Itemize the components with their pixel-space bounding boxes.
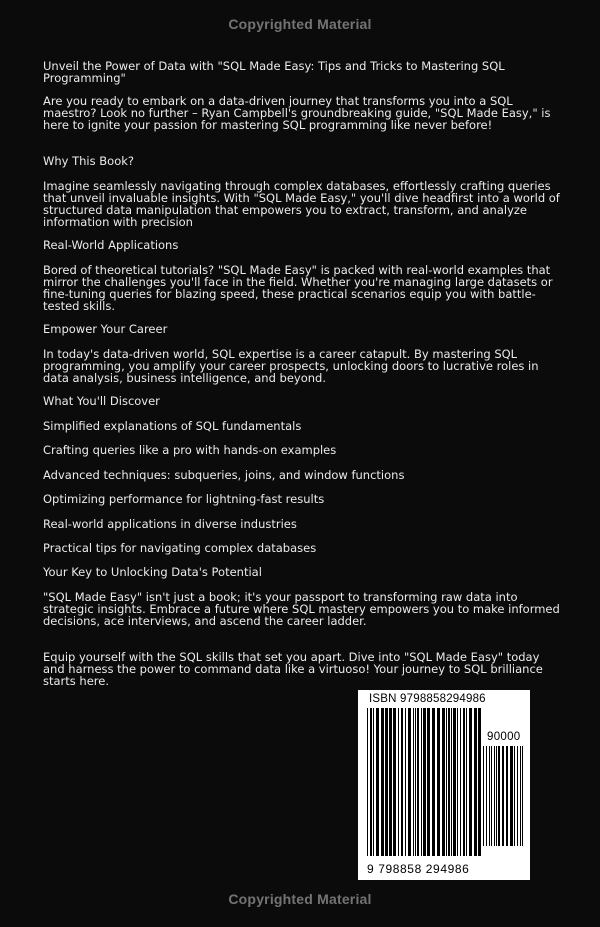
discover-item: Simplified explanations of SQL fundamentals <box>43 419 302 433</box>
barcode-bar <box>496 746 497 846</box>
barcode-bar <box>491 746 492 846</box>
barcode-bar <box>423 708 426 856</box>
barcode-bar <box>448 708 450 856</box>
discover-item: Practical tips for navigating complex databases <box>43 540 317 555</box>
section-text-why: Imagine seamlessly navigating through complex databases, effortlessly crafting queries that unveil invaluable insights. With "SQL Made Easy," you'll dive headfirst into a world of structured data manipulation that empowers you to extract, transform, and analyze information with precision <box>43 179 560 229</box>
discover-item: Optimizing performance for lightning-fast results <box>43 492 325 507</box>
discover-item: Advanced techniques: subqueries, joins, and window functions <box>43 467 405 482</box>
discover-item: Crafting queries like a pro with hands-on examples <box>43 443 337 458</box>
section-heading-career: Empower Your Career <box>43 322 168 336</box>
barcode-bar <box>389 708 392 856</box>
barcode-bar <box>427 708 430 856</box>
barcode-bar <box>370 708 372 856</box>
barcode-bar <box>489 746 490 846</box>
barcode-bar <box>381 708 384 856</box>
back-cover-text <box>43 60 563 698</box>
barcode-bar <box>437 708 440 856</box>
barcode-bar <box>506 746 508 846</box>
barcode-bar <box>442 708 445 856</box>
watermark-top: Copyrighted Material <box>228 16 372 32</box>
barcode-bar <box>478 708 481 856</box>
barcode-bar <box>502 746 504 846</box>
section-heading-real-world: Real-World Applications <box>43 238 179 252</box>
intro-paragraph: Are you ready to embark on a data-driven journey that transforms you into a SQL maestro? Look no further – Ryan Campbell's groundbreaking guide, "SQL Made Easy," is here to ignite your passion for mastering SQL programming like never before! <box>43 94 551 132</box>
key-heading: Your Key to Unlocking Data's Potential <box>43 565 262 580</box>
barcode-bar <box>408 708 411 856</box>
barcode-bar <box>415 708 416 856</box>
key-text: "SQL Made Easy" isn't just a book; it's your passport to transforming raw data into strategic insights. Embrace a future where SQL mastery empowers you to make informed decisions, ace interviews, and ascend the career ladder. <box>43 590 560 629</box>
section-text-career: In today's data-driven world, SQL expertise is a career catapult. By mastering SQL programming, you amplify your career prospects, unlocking doors to lucrative roles in data analysis, business intelligence, and beyond. <box>43 347 539 385</box>
barcode-bar <box>432 708 435 856</box>
isbn-barcode <box>358 690 530 880</box>
section-text-real-world: Bored of theoretical tutorials? "SQL Made Easy" is packed with real-world examples that mirror the challenges you'll face in the field. Whether you're managing large datasets or fine-tuning queries for blazing speed, these practical scenarios equip you with battle-tested skills. <box>43 263 553 313</box>
barcode-bar <box>451 708 452 856</box>
barcode-bar <box>446 708 447 856</box>
barcode-bar <box>367 708 368 856</box>
barcode-bar <box>494 746 495 846</box>
barcode-bar <box>453 708 456 856</box>
barcode-bar <box>486 746 487 846</box>
watermark-bottom: Copyrighted Material <box>228 891 372 907</box>
barcode-digits: 9 798858 294986 <box>367 862 470 876</box>
discover-item: Real-world applications in diverse industries <box>43 516 297 531</box>
barcode-bar <box>393 708 396 856</box>
barcode-bar <box>466 708 467 856</box>
discover-heading: What You'll Discover <box>43 394 160 408</box>
barcode-bar <box>514 746 515 846</box>
isbn-label: ISBN 9798858294986 <box>369 693 486 705</box>
barcode-bar <box>510 746 513 846</box>
barcode-bar <box>483 746 484 846</box>
barcode-bar <box>405 708 406 856</box>
barcode-bar <box>385 708 388 856</box>
ean13-barcode-bars <box>367 708 481 856</box>
barcode-bar <box>474 708 477 856</box>
barcode-bar <box>460 708 461 856</box>
barcode-bar <box>520 746 521 846</box>
barcode-bar <box>522 746 523 846</box>
barcode-bar <box>469 708 472 856</box>
barcode-bar <box>413 708 414 856</box>
barcode-bar <box>398 708 399 856</box>
barcode-bar <box>498 746 500 846</box>
intro-title: Unveil the Power of Data with "SQL Made Easy: Tips and Tricks to Mastering SQL Programming" <box>43 59 505 85</box>
barcode-bar <box>401 708 403 856</box>
barcode-bar <box>421 708 422 856</box>
addon-barcode-bars <box>483 746 525 856</box>
section-heading-why: Why This Book? <box>43 154 135 168</box>
barcode-bar <box>457 708 458 856</box>
barcode-bar <box>376 708 379 856</box>
barcode-bar <box>417 708 419 856</box>
price-code: 90000 <box>487 731 521 743</box>
barcode-bar <box>463 708 465 856</box>
barcode-bar <box>517 746 518 846</box>
closing-paragraph: Equip yourself with the SQL skills that set you apart. Dive into "SQL Made Easy" today and harness the power to command data like a virtuoso! Your journey to SQL brilliance starts here. <box>43 650 543 689</box>
barcode-bar <box>373 708 374 856</box>
